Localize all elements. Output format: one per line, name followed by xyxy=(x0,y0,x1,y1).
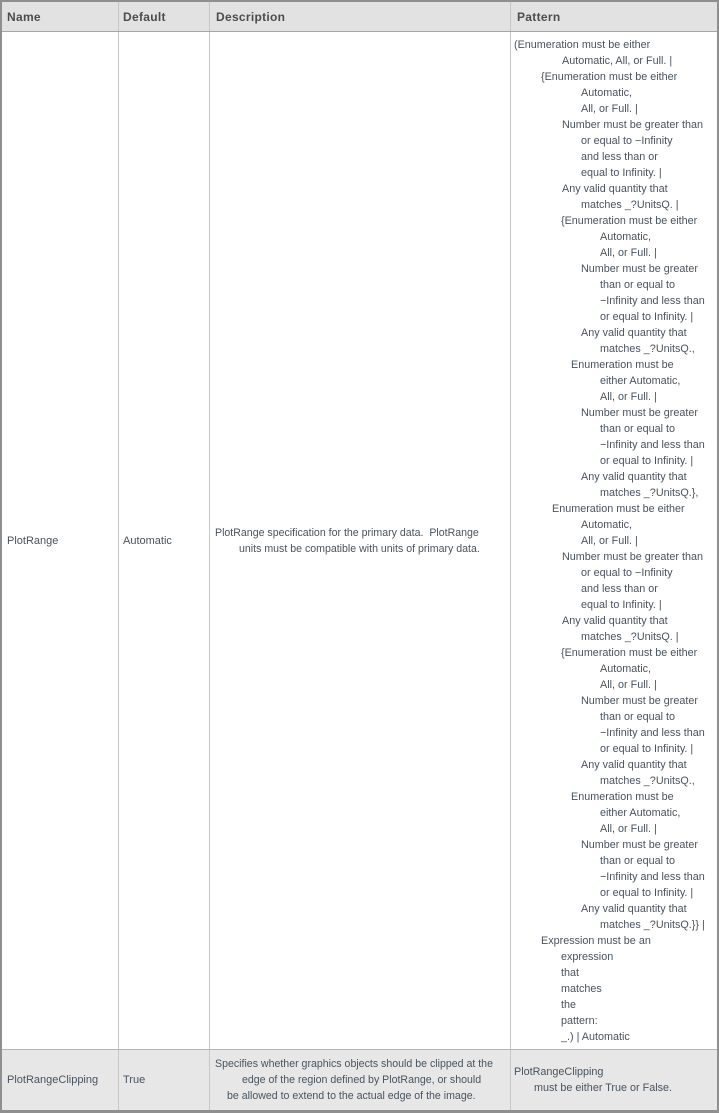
text-line: _.) | Automatic xyxy=(561,1030,630,1043)
text-line: and less than or xyxy=(581,150,658,163)
text-line: {Enumeration must be either xyxy=(561,646,698,659)
cell-pattern xyxy=(510,32,717,1049)
text-line: All, or Full. | xyxy=(600,390,657,403)
text-line: Any valid quantity that xyxy=(581,326,687,339)
table-row-plotrange xyxy=(2,32,717,1049)
text-line: Automatic, xyxy=(581,518,633,531)
text-line: Automatic, xyxy=(600,230,652,243)
text-line: matches _?UnitsQ. | xyxy=(581,198,679,211)
text-line: Any valid quantity that xyxy=(562,614,668,627)
text-line: Automatic, All, or Full. | xyxy=(562,54,673,67)
header-cell-pattern xyxy=(510,2,717,31)
text-line: Enumeration must be xyxy=(571,790,674,803)
text-line: matches _?UnitsQ., xyxy=(600,774,695,787)
text-line: All, or Full. | xyxy=(600,822,657,835)
cell-description xyxy=(209,32,510,1049)
text-line: than or equal to xyxy=(600,422,676,435)
header-cell-name xyxy=(2,2,118,31)
text-line: or equal to −Infinity xyxy=(581,566,673,579)
text-line: expression xyxy=(561,950,614,963)
text-line: the xyxy=(561,998,577,1011)
text-line: (Enumeration must be either xyxy=(514,38,651,51)
text-line: either Automatic, xyxy=(600,374,681,387)
text-line: or equal to Infinity. | xyxy=(600,310,694,323)
text-line: Any valid quantity that xyxy=(581,758,687,771)
text-line: PlotRange specification for the primary data. PlotRange xyxy=(215,526,479,539)
text-line: edge of the region defined by PlotRange, or should xyxy=(242,1074,482,1086)
text-line: Any valid quantity that xyxy=(581,902,687,915)
option-default: True xyxy=(123,1074,146,1086)
cell-name xyxy=(2,1050,118,1110)
text-line: Any valid quantity that xyxy=(562,182,668,195)
text-line: All, or Full. | xyxy=(581,534,638,547)
text-line: equal to Infinity. | xyxy=(581,598,662,611)
text-line: either Automatic, xyxy=(600,806,681,819)
header-label-name: Name xyxy=(7,9,41,24)
text-line: −Infinity and less than xyxy=(600,438,705,451)
text-line: Any valid quantity that xyxy=(581,470,687,483)
text-line: Number must be greater than xyxy=(562,118,704,131)
text-line: Automatic, xyxy=(600,662,652,675)
text-line: than or equal to xyxy=(600,854,676,867)
text-line: Expression must be an xyxy=(541,934,651,947)
text-line: {Enumeration must be either xyxy=(541,70,678,83)
text-line: Enumeration must be either xyxy=(552,502,685,515)
cell-name xyxy=(2,32,118,1049)
text-line: or equal to Infinity. | xyxy=(600,742,694,755)
table-row-plotrangeclipping xyxy=(2,1049,717,1110)
text-line: Number must be greater xyxy=(581,406,699,419)
text-line: equal to Infinity. | xyxy=(581,166,662,179)
text-line: matches _?UnitsQ.}} | xyxy=(600,918,705,931)
header-cell-description xyxy=(209,2,510,31)
text-line: and less than or xyxy=(581,582,658,595)
option-default: Automatic xyxy=(123,534,172,547)
text-line: units must be compatible with units of primary data. xyxy=(239,542,480,555)
cell-default xyxy=(118,1050,209,1110)
text-line: −Infinity and less than xyxy=(600,294,705,307)
text-line: −Infinity and less than xyxy=(600,726,705,739)
text-line: or equal to −Infinity xyxy=(581,134,673,147)
header-label-description: Description xyxy=(216,9,286,24)
cell-description xyxy=(209,1050,510,1110)
text-line: Specifies whether graphics objects should be clipped at the xyxy=(215,1058,493,1070)
header-label-default: Default xyxy=(123,9,166,24)
text-line: be allowed to extend to the actual edge of the image. xyxy=(227,1090,476,1102)
table-header-row xyxy=(2,2,717,32)
option-name: PlotRangeClipping xyxy=(7,1074,99,1086)
header-label-pattern: Pattern xyxy=(517,9,561,24)
text-line: All, or Full. | xyxy=(600,246,657,259)
text-line: matches _?UnitsQ. | xyxy=(581,630,679,643)
text-line: All, or Full. | xyxy=(600,678,657,691)
cell-pattern xyxy=(510,1050,717,1110)
text-line: matches _?UnitsQ., xyxy=(600,342,695,355)
text-line: Automatic, xyxy=(581,86,633,99)
text-line: −Infinity and less than xyxy=(600,870,705,883)
text-line: pattern: xyxy=(561,1014,598,1027)
text-line: Number must be greater than xyxy=(562,550,704,563)
text-line: that xyxy=(561,966,580,979)
header-cell-default xyxy=(118,2,209,31)
text-line: or equal to Infinity. | xyxy=(600,886,694,899)
text-line: than or equal to xyxy=(600,710,676,723)
text-line: matches xyxy=(561,982,602,995)
text-line: PlotRangeClipping xyxy=(514,1066,604,1078)
text-line: must be either True or False. xyxy=(534,1082,673,1094)
text-line: or equal to Infinity. | xyxy=(600,454,694,467)
option-name: PlotRange xyxy=(7,534,59,547)
text-line: All, or Full. | xyxy=(581,102,638,115)
text-line: Number must be greater xyxy=(581,262,699,275)
text-line: Enumeration must be xyxy=(571,358,674,371)
text-line: than or equal to xyxy=(600,278,676,291)
text-line: Number must be greater xyxy=(581,694,699,707)
text-line: matches _?UnitsQ.}, xyxy=(600,486,699,499)
text-line: Number must be greater xyxy=(581,838,699,851)
cell-default xyxy=(118,32,209,1049)
text-line: {Enumeration must be either xyxy=(561,214,698,227)
